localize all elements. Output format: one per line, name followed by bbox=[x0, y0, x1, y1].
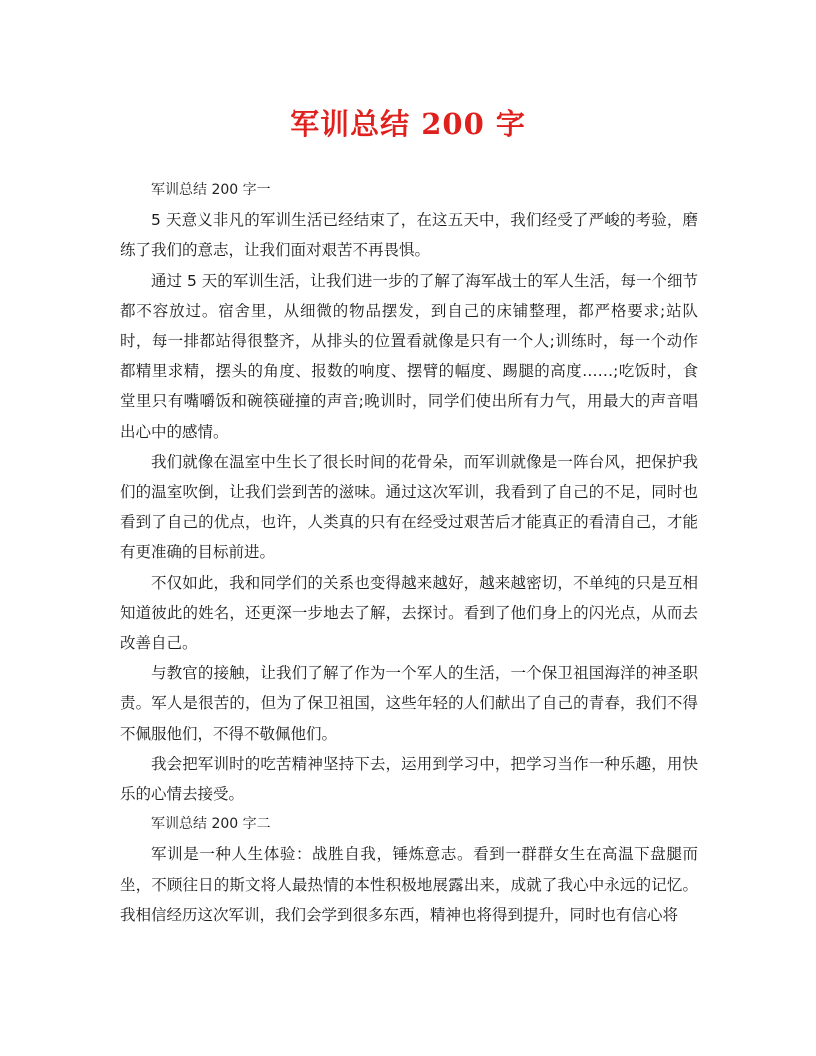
paragraph: 不仅如此，我和同学们的关系也变得越来越好，越来越密切，不单纯的只是互相知道彼此的姓名，还更深一步地去了解，去探讨。看到了他们身上的闪光点，从而去改善自己。 bbox=[120, 573, 698, 653]
document-title: 军训总结 200 字 bbox=[290, 107, 526, 141]
paragraph: 5 天意义非凡的军训生活已经结束了，在这五天中，我们经受了严峻的考验，磨练了我们的意志，让我们面对艰苦不再畏惧。 bbox=[120, 211, 698, 260]
paragraph: 与教官的接触，让我们了解了作为一个军人的生活，一个保卫祖国海洋的神圣职责。军人是很苦的，但为了保卫祖国，这些年轻的人们献出了自己的青春，我们不得不佩服他们，不得不敬佩他们。 bbox=[120, 664, 698, 743]
section-heading-2: 军训总结 200 字二 bbox=[151, 816, 271, 833]
paragraph: 军训是一种人生体验：战胜自我，锤炼意志。看到一群群女生在高温下盘腿而坐，不顾往日的斯文将人最热情的本性积极地展露出来，成就了我心中永远的记忆。我相信经历这次军训，我们会学到很多东西，精神也将得到提升，同时也有信心将 bbox=[120, 845, 698, 924]
paragraph: 我会把军训时的吃苦精神坚持下去，运用到学习中，把学习当作一种乐趣，用快乐的心情去接受。 bbox=[120, 754, 698, 804]
paragraph: 我们就像在温室中生长了很长时间的花骨朵，而军训就像是一阵台风，把保护我们的温室吹倒，让我们尝到苦的滋味。通过这次军训，我看到了自己的不足，同时也看到了自己的优点，也许，人类真的只有在经受过艰苦后才能真正的看清自己，才能有更准确的目标前进。 bbox=[120, 452, 698, 562]
section-heading-1: 军训总结 200 字一 bbox=[151, 182, 271, 198]
document-body bbox=[120, 175, 698, 930]
paragraph: 通过 5 天的军训生活，让我们进一步的了解了海军战士的军人生活，每一个细节都不容放过。宿舍里，从细微的物品摆发，到自己的床铺整理，都严格要求;站队时，每一排都站得很整齐，从排头的位置看就像是只有一个人;训练时，每一个动作都精里求精，摆头的角度、报数的响度、摆臂的幅度、踢腿的高度……;吃饭时，食堂里只有嘴嚼饭和碗筷碰撞的声音;晚训时，同学们使出所有力气，用最大的声音唱出心中的感情。 bbox=[120, 271, 698, 441]
